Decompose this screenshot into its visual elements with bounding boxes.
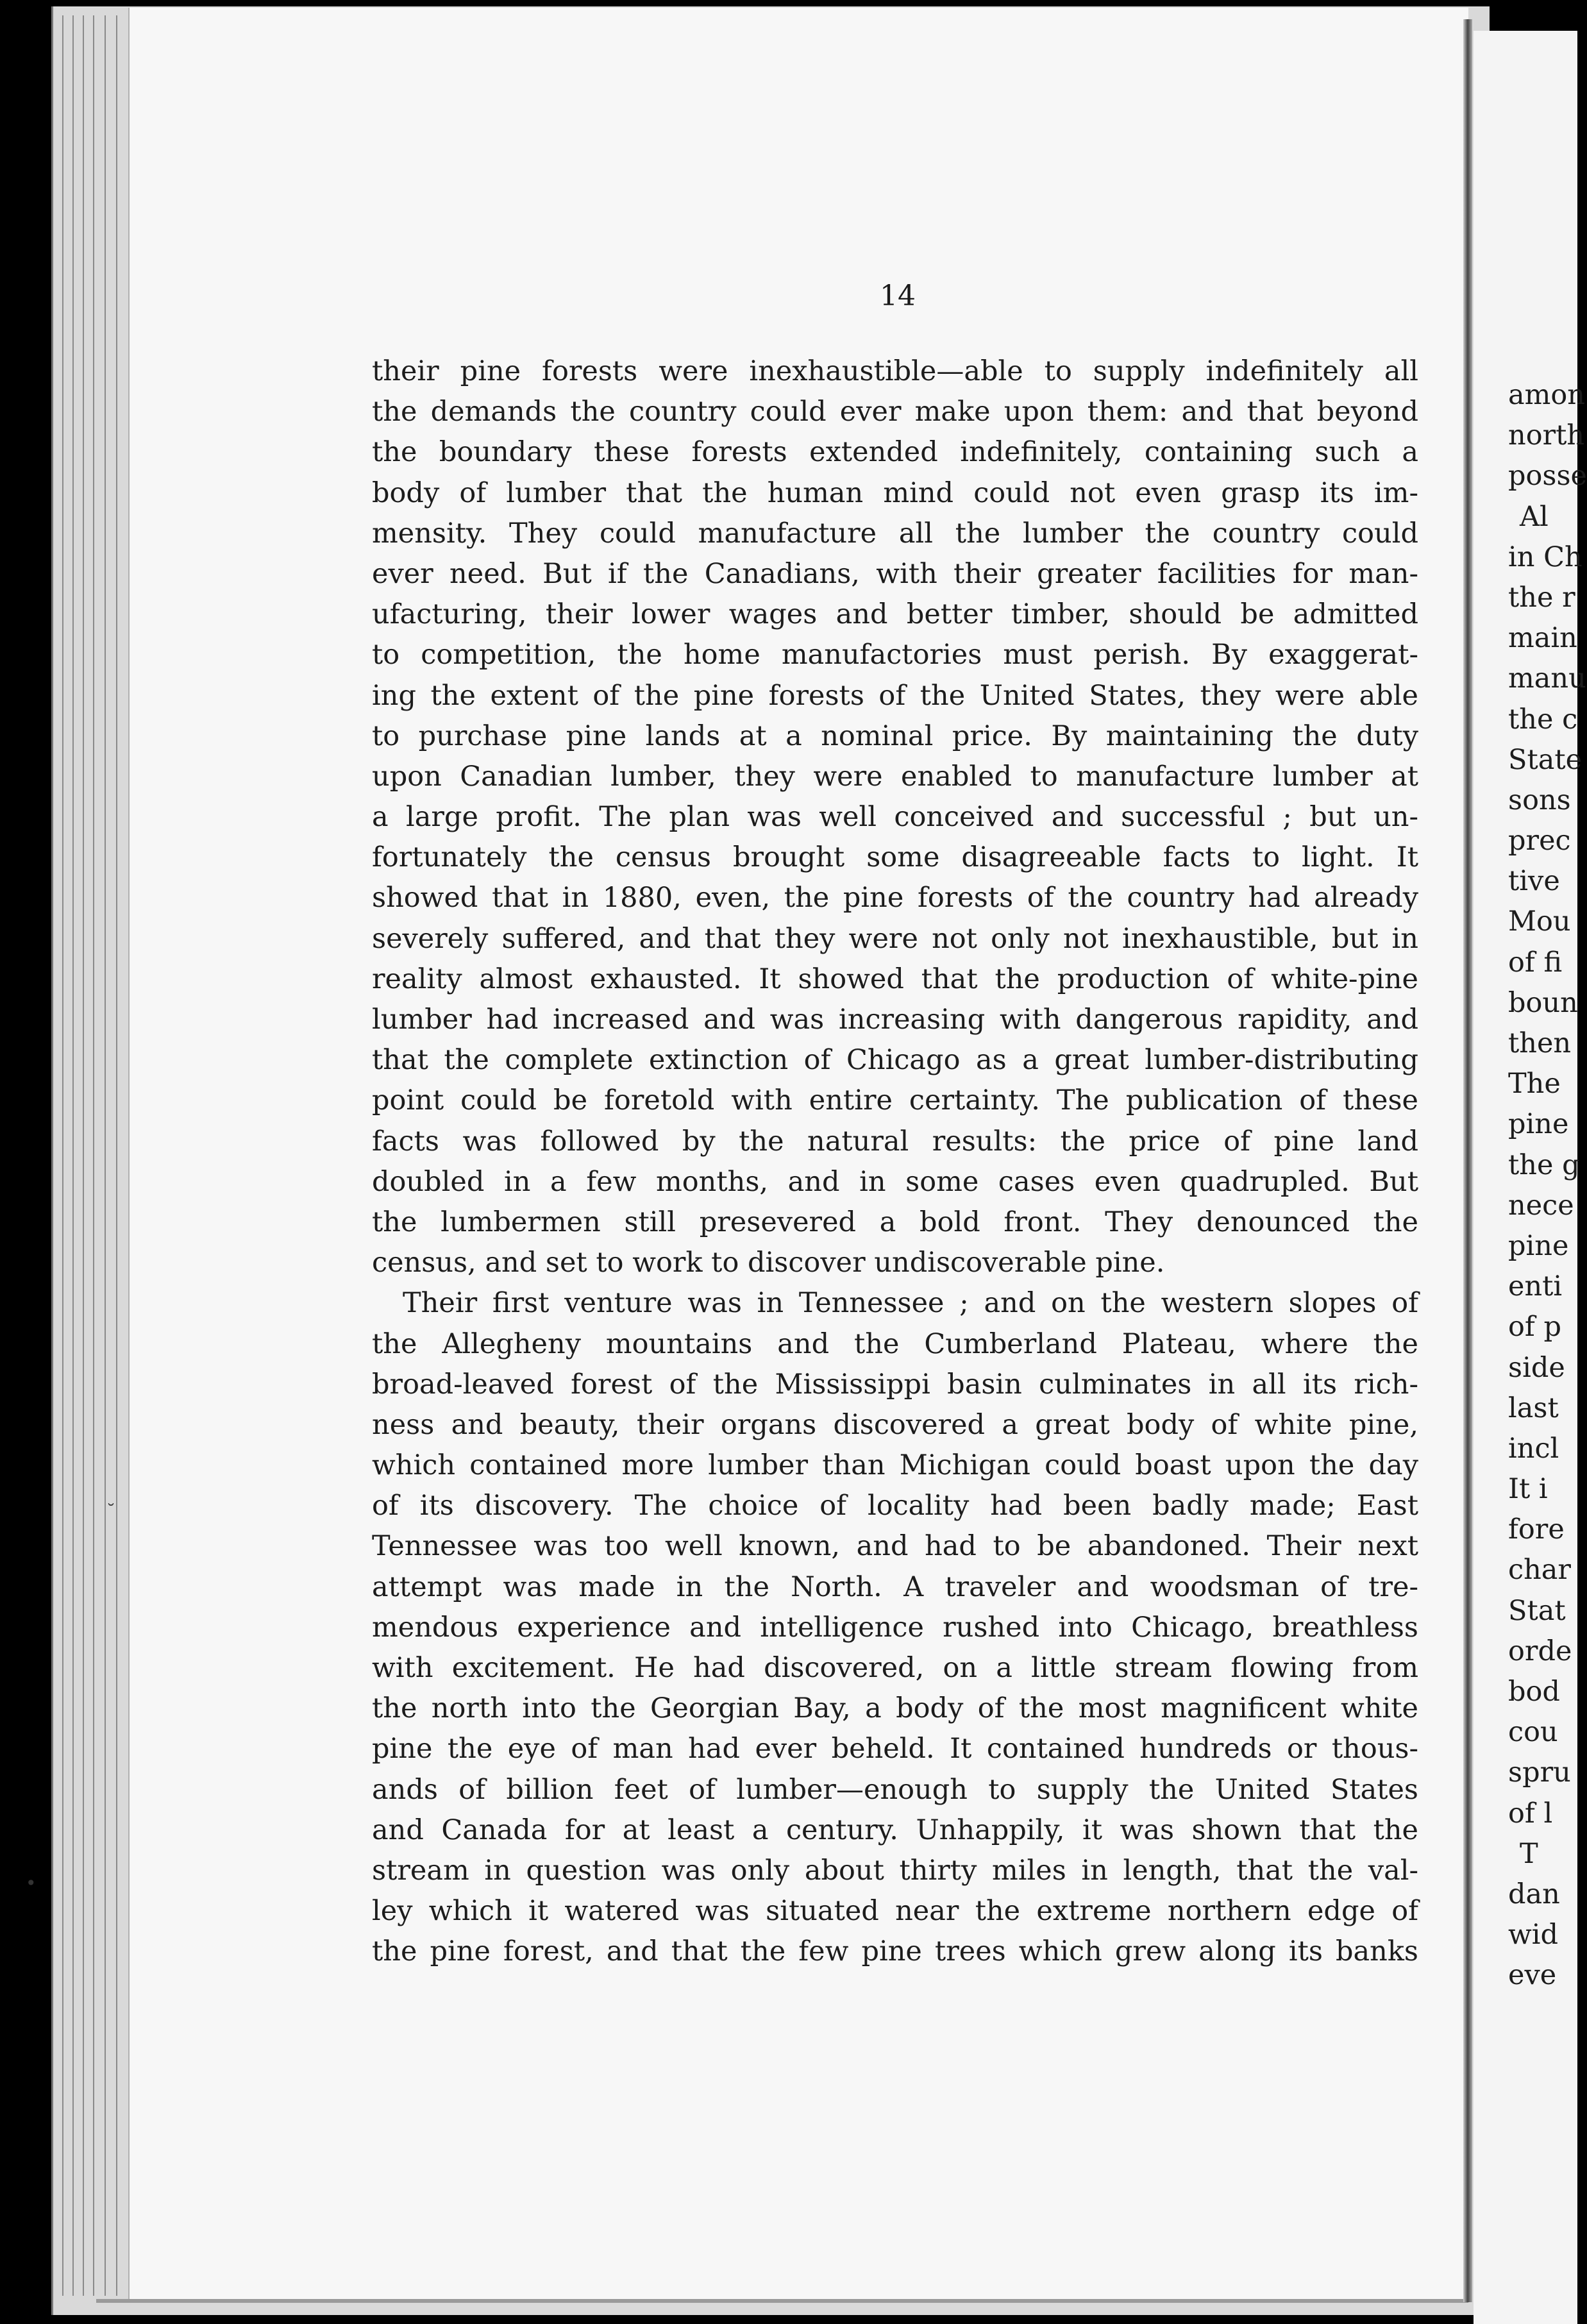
- facing-line: enti: [1508, 1270, 1563, 1303]
- text-line: attempt was made in the North. A traveler and woodsman of tre-: [372, 1570, 1418, 1603]
- text-line: their pine forests were inexhaustible—able to supply indefinitely all: [372, 355, 1418, 387]
- page-edge-line: [116, 15, 117, 2296]
- facing-line: cou: [1508, 1716, 1558, 1749]
- text-line: stream in question was only about thirty miles in length, that the val-: [372, 1854, 1418, 1887]
- text-line: Their first venture was in Tennessee ; and on the western slopes of: [403, 1287, 1418, 1320]
- facing-line: amon: [1508, 379, 1585, 411]
- body-text: [372, 351, 1418, 1973]
- text-line: showed that in 1880, even, the pine forests of the country had already: [372, 882, 1418, 914]
- facing-line: nece: [1508, 1189, 1574, 1222]
- text-line: census, and set to work to discover undiscoverable pine.: [372, 1247, 1165, 1279]
- facing-line: side: [1508, 1351, 1565, 1384]
- text-line: the Allegheny mountains and the Cumberland Plateau, where the: [372, 1327, 1418, 1360]
- facing-line: sons: [1508, 784, 1571, 816]
- text-line: the pine forest, and that the few pine trees which grew along its banks: [372, 1935, 1418, 1968]
- text-line: pine the eye of man had ever beheld. It contained hundreds or thous-: [372, 1733, 1418, 1765]
- scan-speck: ˘: [106, 1501, 115, 1522]
- text-line: fortunately the census brought some disagreeable facts to light. It: [372, 841, 1418, 874]
- facing-line: dan: [1508, 1878, 1560, 1910]
- facing-line: the r: [1508, 581, 1575, 614]
- facing-line: char: [1508, 1554, 1571, 1587]
- facing-line: north: [1508, 419, 1585, 452]
- facing-line: bod: [1508, 1676, 1560, 1708]
- page-bottom-edge: [96, 2299, 1468, 2303]
- facing-line: posse: [1508, 460, 1587, 493]
- text-line: doubled in a few months, and in some cases even quadrupled. But: [372, 1165, 1418, 1198]
- facing-line: the c: [1508, 703, 1578, 736]
- facing-line: of fi: [1508, 946, 1563, 979]
- facing-line: State: [1508, 743, 1583, 776]
- page-edge-line: [72, 15, 74, 2296]
- text-line: to competition, the home manufactories must perish. By exaggerat-: [372, 639, 1418, 671]
- text-line: which contained more lumber than Michigan could boast upon the day: [372, 1449, 1418, 1482]
- text-line: mendous experience and intelligence rushed into Chicago, breathless: [372, 1611, 1418, 1644]
- text-line: facts was followed by the natural results: the price of pine land: [372, 1125, 1418, 1158]
- page-edge-line: [93, 15, 94, 2296]
- facing-line: pine: [1508, 1108, 1569, 1141]
- text-line: ness and beauty, their organs discovered a great body of white pine,: [372, 1408, 1418, 1441]
- text-line: Tennessee was too well known, and had to be abandoned. Their next: [372, 1530, 1418, 1563]
- page-edge-line: [105, 15, 106, 2296]
- book-gutter: [1463, 19, 1472, 2302]
- facing-line: fore: [1508, 1513, 1565, 1546]
- facing-line: pine: [1508, 1229, 1569, 1262]
- facing-line: Stat: [1508, 1594, 1566, 1627]
- text-line: mensity. They could manufacture all the lumber the country could: [372, 517, 1418, 550]
- text-line: ley which it watered was situated near the extreme northern edge of: [372, 1895, 1418, 1928]
- facing-line: then: [1508, 1027, 1572, 1059]
- paragraph-1: [372, 351, 1418, 1283]
- text-line: a large profit. The plan was well conceived and successful ; but un-: [372, 801, 1418, 834]
- facing-line: eve: [1508, 1959, 1557, 1992]
- facing-line: in Ch: [1508, 541, 1583, 573]
- text-line: with excitement. He had discovered, on a little stream flowing from: [372, 1652, 1418, 1684]
- facing-line: of l: [1508, 1797, 1553, 1830]
- page-edge-line: [83, 15, 84, 2296]
- facing-line: manu: [1508, 662, 1586, 695]
- facing-line: The: [1508, 1068, 1561, 1100]
- text-line: ever need. But if the Canadians, with their greater facilities for man-: [372, 557, 1418, 590]
- facing-line: T: [1520, 1837, 1538, 1870]
- text-line: of its discovery. The choice of locality had been badly made; East: [372, 1490, 1418, 1522]
- text-line: point could be foretold with entire certainty. The publication of these: [372, 1084, 1418, 1117]
- facing-line: tive: [1508, 865, 1560, 898]
- facing-line: It i: [1508, 1473, 1548, 1506]
- text-line: ands of billion feet of lumber—enough to supply the United States: [372, 1773, 1418, 1806]
- facing-line: boun: [1508, 986, 1578, 1019]
- facing-line: the g: [1508, 1149, 1580, 1181]
- text-line: ufacturing, their lower wages and better timber, should be admitted: [372, 598, 1418, 631]
- text-line: reality almost exhausted. It showed that the production of white-pine: [372, 963, 1418, 995]
- text-line: the demands the country could ever make upon them: and that beyond: [372, 396, 1418, 428]
- facing-line: wid: [1508, 1919, 1559, 1951]
- text-line: the north into the Georgian Bay, a body of the most magnificent white: [372, 1692, 1418, 1725]
- text-line: the boundary these forests extended indefinitely, containing such a: [372, 436, 1418, 469]
- facing-line: last: [1508, 1392, 1559, 1424]
- text-line: body of lumber that the human mind could not even grasp its im-: [372, 476, 1418, 509]
- facing-line: Al: [1520, 500, 1549, 533]
- facing-line: prec: [1508, 825, 1571, 857]
- text-line: severely suffered, and that they were not only not inexhaustible, but in: [372, 922, 1418, 955]
- text-line: the lumbermen still presevered a bold front. They denounced the: [372, 1206, 1418, 1238]
- facing-line: incl: [1508, 1432, 1559, 1465]
- facing-line: Mou: [1508, 905, 1571, 938]
- text-line: upon Canadian lumber, they were enabled to manufacture lumber at: [372, 760, 1418, 793]
- facing-line: of p: [1508, 1311, 1561, 1343]
- scan-speck: •: [26, 1873, 37, 1894]
- text-line: to purchase pine lands at a nominal price. By maintaining the duty: [372, 720, 1418, 752]
- facing-line: spru: [1508, 1756, 1571, 1789]
- facing-line: orde: [1508, 1635, 1572, 1667]
- facing-line: main: [1508, 622, 1577, 655]
- page-number: 14: [880, 280, 916, 312]
- text-line: ing the extent of the pine forests of the United States, they were able: [372, 679, 1418, 712]
- paragraph-2: [372, 1283, 1418, 1972]
- text-line: that the complete extinction of Chicago as a great lumber-distributing: [372, 1044, 1418, 1077]
- facing-page-text: [1508, 375, 1587, 1996]
- text-line: and Canada for at least a century. Unhappily, it was shown that the: [372, 1814, 1418, 1846]
- text-line: broad-leaved forest of the Mississippi basin culminates in all its rich-: [372, 1368, 1418, 1401]
- text-line: lumber had increased and was increasing with dangerous rapidity, and: [372, 1004, 1418, 1036]
- page-edge-line: [62, 15, 63, 2296]
